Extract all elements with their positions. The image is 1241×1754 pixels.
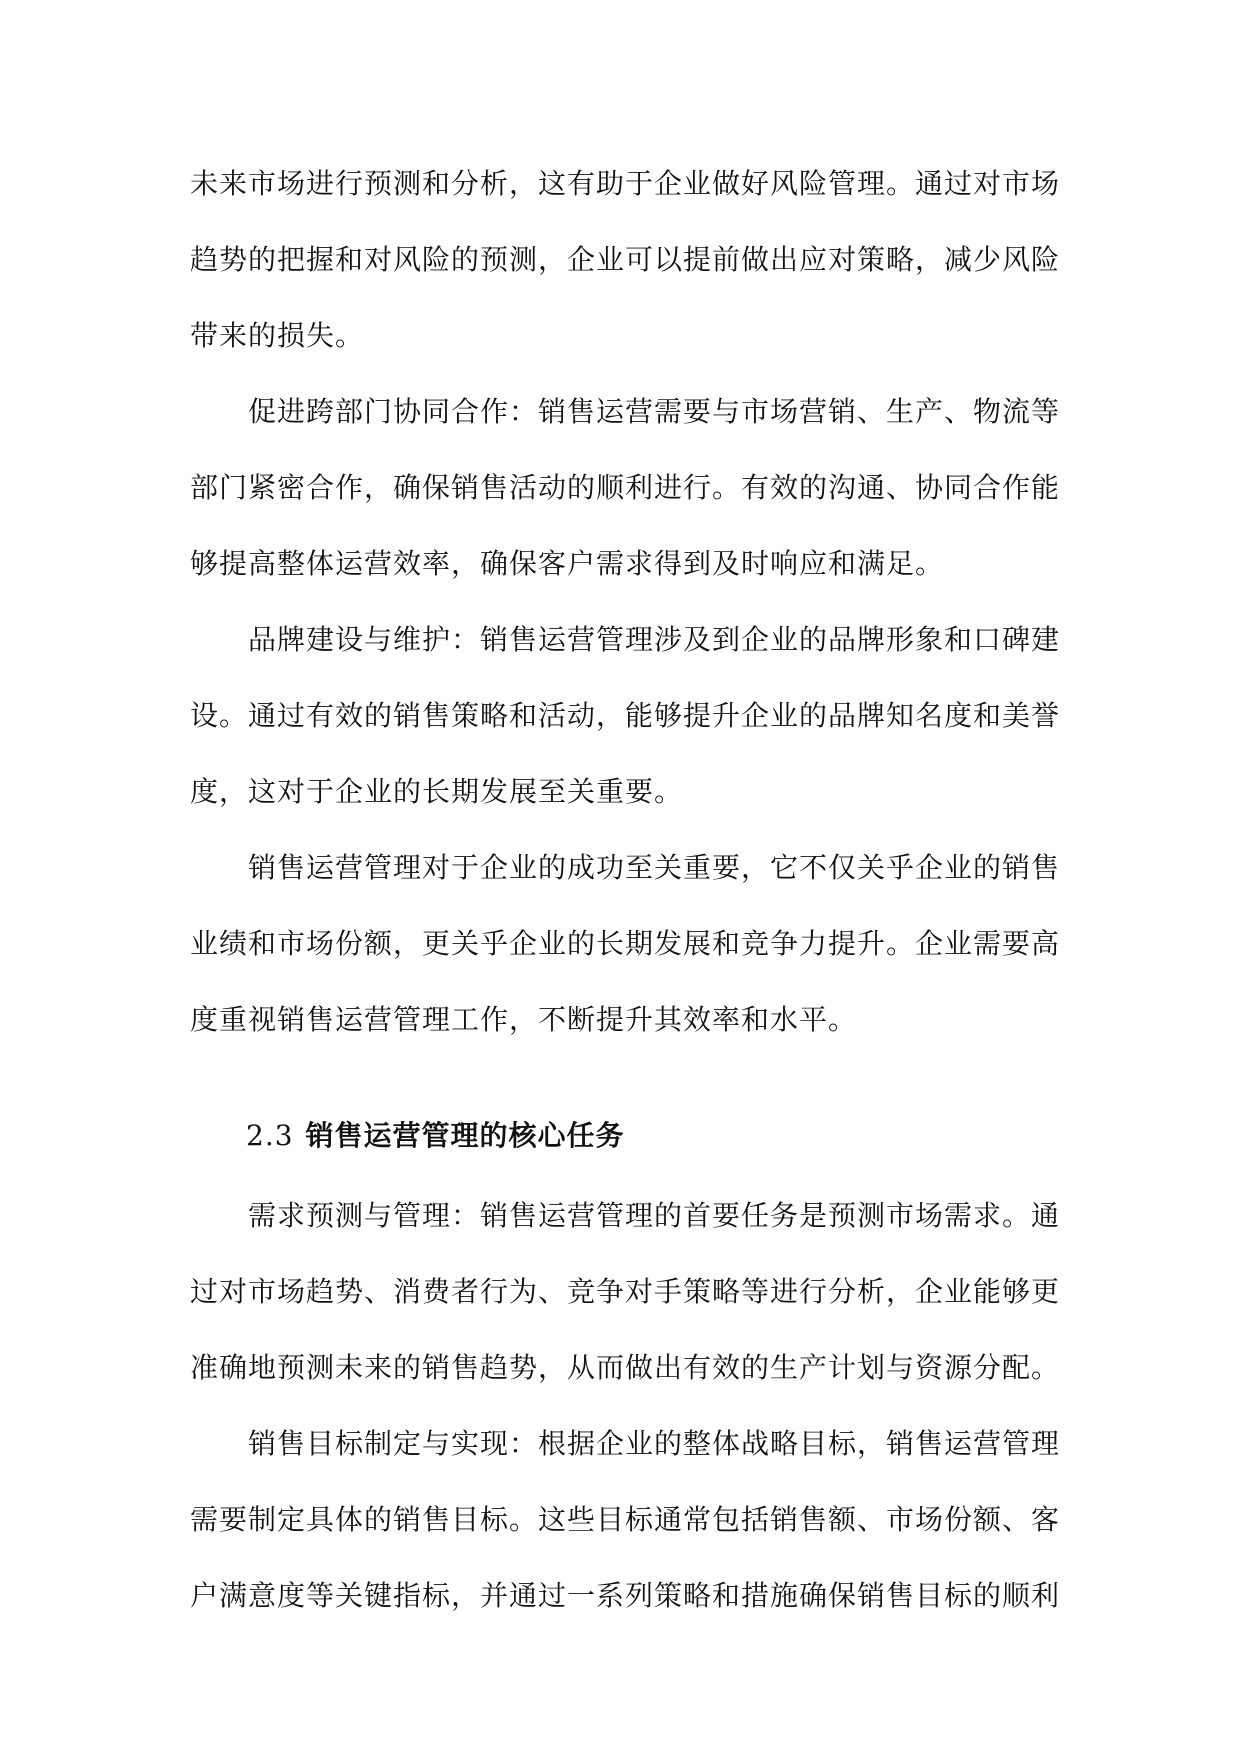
paragraph-sales-targets: 销售目标制定与实现：根据企业的整体战略目标，销售运营管理需要制定具体的销售目标。这些目标通常包括销售额、市场份额、客户满意度等关键指标，并通过一系列策略和措施确保销售目标的顺利: [190, 1427, 1061, 1612]
paragraph-demand-forecast: 需求预测与管理：销售运营管理的首要任务是预测市场需求。通过对市场趋势、消费者行为、竞争对手策略等进行分析，企业能够更准确地预测未来的销售趋势，从而做出有效的生产计划与资源分配。: [190, 1199, 1061, 1384]
section-heading: [190, 1098, 1060, 1174]
paragraph-importance-summary: 销售运营管理对于企业的成功至关重要，它不仅关乎企业的销售业绩和市场份额，更关乎企业的长期发展和竞争力提升。企业需要高度重视销售运营管理工作，不断提升其效率和水平。: [190, 851, 1061, 1036]
section-number: 2.3: [246, 1119, 294, 1152]
paragraph-cross-department: 促进跨部门协同合作：销售运营需要与市场营销、生产、物流等部门紧密合作，确保销售活动的顺利进行。有效的沟通、协同合作能够提高整体运营效率，确保客户需求得到及时响应和满足。: [190, 395, 1061, 580]
document-body: [190, 146, 1060, 1634]
paragraph-risk-management: 未来市场进行预测和分析，这有助于企业做好风险管理。通过对市场趋势的把握和对风险的预测，企业可以提前做出应对策略，减少风险带来的损失。: [190, 167, 1061, 352]
section-title: 销售运营管理的核心任务: [305, 1119, 625, 1152]
paragraph-brand-building: 品牌建设与维护：销售运营管理涉及到企业的品牌形象和口碑建设。通过有效的销售策略和活动，能够提升企业的品牌知名度和美誉度，这对于企业的长期发展至关重要。: [190, 623, 1061, 808]
